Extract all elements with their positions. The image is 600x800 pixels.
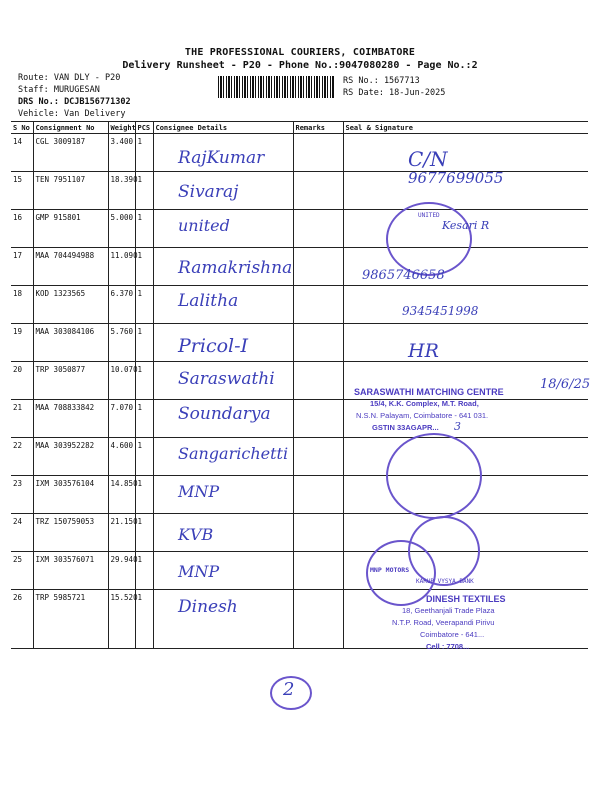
row-remarks-cell — [293, 286, 343, 324]
row-consignee-cell — [153, 362, 293, 400]
row-weight: 11.090 — [108, 248, 135, 286]
table-row — [11, 172, 588, 210]
consignee-handwriting: Saraswathi — [178, 369, 275, 389]
row-consignee-cell — [153, 400, 293, 438]
row-consignee-cell — [153, 324, 293, 362]
table-row — [11, 476, 588, 514]
table-header-row — [11, 122, 588, 134]
consignee-handwriting: Pricol-I — [178, 335, 249, 357]
consignee-handwriting: Ramakrishna — [178, 258, 293, 278]
seal-handwriting: C/N — [408, 147, 448, 171]
consignee-handwriting: Soundarya — [178, 404, 271, 424]
dinesh-stamp-addr2: N.T.P. Road, Veerapandi Pirivu — [392, 618, 495, 627]
row-weight: 14.850 — [108, 476, 135, 514]
row-weight: 21.150 — [108, 514, 135, 552]
table-row — [11, 514, 588, 552]
consignee-handwriting: Sivaraj — [178, 182, 239, 202]
row-consignee-cell — [153, 552, 293, 590]
united-stamp-text: UNITED — [418, 212, 440, 219]
table-row — [11, 362, 588, 400]
row-remarks-cell — [293, 134, 343, 172]
drs-number: DCJB156771302 — [64, 97, 131, 107]
karur-vysya-text: KARUR VYSYA BANK — [416, 578, 474, 585]
row-sno: 18 — [11, 286, 33, 324]
seal-handwriting: Kesari R — [442, 219, 490, 232]
row-sno: 20 — [11, 362, 33, 400]
col-header-sno: S No — [11, 122, 33, 134]
row-weight: 10.070 — [108, 362, 135, 400]
drs-line — [18, 97, 131, 107]
row-pcs: 1 — [135, 362, 153, 400]
row-weight: 15.520 — [108, 590, 135, 649]
row-remarks-cell — [293, 248, 343, 286]
row-sno: 25 — [11, 552, 33, 590]
row-seal-cell — [343, 324, 588, 362]
row-sno: 14 — [11, 134, 33, 172]
seal-handwriting: 9345451998 — [402, 304, 479, 318]
row-remarks-cell — [293, 210, 343, 248]
row-weight: 18.390 — [108, 172, 135, 210]
runsheet-table — [11, 121, 591, 649]
row-consignee-cell — [153, 248, 293, 286]
saraswathi-stamp-addr1: 15/4, K.K. Complex, M.T. Road, — [370, 399, 479, 408]
seal-handwriting: HR — [408, 340, 439, 362]
page-mark-circle — [270, 676, 312, 710]
row-consignee-cell — [153, 210, 293, 248]
row-seal-cell — [343, 400, 588, 438]
mnp-motors-stamp — [366, 540, 436, 606]
row-consignee-cell — [153, 134, 293, 172]
dinesh-stamp-cell: Cell : 7708... — [426, 642, 470, 651]
row-remarks-cell — [293, 362, 343, 400]
row-consignee-cell — [153, 476, 293, 514]
row-consignment-no: TRP 3050877 — [33, 362, 108, 400]
row-seal-cell — [343, 134, 588, 172]
row-consignee-cell — [153, 172, 293, 210]
row-consignment-no: MAA 303952282 — [33, 438, 108, 476]
saraswathi-stamp-name: SARASWATHI MATCHING CENTRE — [354, 387, 504, 397]
seal-handwriting: 9677699055 — [408, 169, 504, 187]
mnp-motors-text: MNP MOTORS — [370, 566, 410, 574]
united-stamp — [386, 202, 472, 276]
row-remarks-cell — [293, 438, 343, 476]
row-sno: 24 — [11, 514, 33, 552]
row-sno: 21 — [11, 400, 33, 438]
row-pcs: 1 — [135, 324, 153, 362]
table-row — [11, 400, 588, 438]
consignee-handwriting: KVB — [178, 525, 214, 544]
dinesh-stamp-name: DINESH TEXTILES — [426, 594, 506, 604]
table-row — [11, 590, 588, 649]
row-consignee-cell — [153, 514, 293, 552]
col-header-consignment: Consignment No — [33, 122, 108, 134]
rs-number: RS No.: 1567713 — [343, 76, 420, 86]
row-consignment-no: TRP 5985721 — [33, 590, 108, 649]
row-consignment-no: KOD 1323565 — [33, 286, 108, 324]
row-weight: 5.000 — [108, 210, 135, 248]
row-weight: 7.070 — [108, 400, 135, 438]
kvb-stamp — [386, 433, 482, 519]
row-pcs: 1 — [135, 134, 153, 172]
consignee-handwriting: Sangarichetti — [178, 444, 289, 463]
dinesh-stamp-addr1: 18, Geethanjali Trade Plaza — [402, 606, 495, 615]
row-consignee-cell — [153, 438, 293, 476]
row-sno: 26 — [11, 590, 33, 649]
row-remarks-cell — [293, 590, 343, 649]
col-header-remarks: Remarks — [293, 122, 343, 134]
row-remarks-cell — [293, 324, 343, 362]
route-label: Route: VAN DLY - P20 — [18, 73, 121, 83]
row-sno: 17 — [11, 248, 33, 286]
row-sno: 19 — [11, 324, 33, 362]
seal-handwriting: 3 — [454, 420, 461, 433]
row-pcs: 1 — [135, 438, 153, 476]
row-pcs: 1 — [135, 590, 153, 649]
saraswathi-stamp-addr2: N.S.N. Palayam, Coimbatore - 641 031. — [356, 411, 489, 420]
table-row — [11, 286, 588, 324]
row-weight: 29.940 — [108, 552, 135, 590]
table-row — [11, 324, 588, 362]
row-pcs: 1 — [135, 286, 153, 324]
row-remarks-cell — [293, 172, 343, 210]
table-row — [11, 438, 588, 476]
vehicle-label: Vehicle: Van Delivery — [18, 109, 126, 119]
row-consignment-no: MAA 303084106 — [33, 324, 108, 362]
consignee-handwriting: MNP — [178, 562, 220, 581]
row-weight: 4.600 — [108, 438, 135, 476]
row-seal-cell — [343, 362, 591, 400]
row-weight: 3.400 — [108, 134, 135, 172]
row-remarks-cell — [293, 552, 343, 590]
table-row — [11, 134, 588, 172]
row-consignee-cell — [153, 286, 293, 324]
row-pcs: 1 — [135, 172, 153, 210]
row-remarks-cell — [293, 476, 343, 514]
row-pcs: 1 — [135, 400, 153, 438]
row-remarks-cell — [293, 514, 343, 552]
row-sno: 22 — [11, 438, 33, 476]
col-header-weight: Weight — [108, 122, 135, 134]
consignee-handwriting: united — [178, 216, 230, 235]
row-seal-cell — [343, 286, 588, 324]
row-consignee-cell — [153, 590, 293, 649]
row-consignment-no: MAA 708833842 — [33, 400, 108, 438]
consignee-handwriting: Dinesh — [178, 597, 238, 617]
row-pcs: 1 — [135, 514, 153, 552]
row-seal-cell — [343, 172, 588, 210]
drs-label: DRS No.: — [18, 97, 65, 107]
saraswathi-stamp-gstin: GSTIN 33AGAPR... — [372, 423, 439, 432]
table-row — [11, 248, 588, 286]
consignee-handwriting: MNP — [178, 482, 220, 501]
row-consignment-no: GMP 915801 — [33, 210, 108, 248]
runsheet-subtitle: Delivery Runsheet - P20 - Phone No.:9047080280 - Page No.:2 — [122, 60, 478, 71]
row-consignment-no: CGL 3009187 — [33, 134, 108, 172]
seal-handwriting: 18/6/25 — [540, 377, 591, 392]
seal-handwriting: 9865746658 — [362, 268, 445, 283]
row-consignment-no: IXM 303576071 — [33, 552, 108, 590]
company-title: THE PROFESSIONAL COURIERS, COIMBATORE — [184, 47, 416, 58]
row-sno: 16 — [11, 210, 33, 248]
row-pcs: 1 — [135, 552, 153, 590]
staff-label: Staff: MURUGESAN — [18, 85, 100, 95]
row-consignment-no: TEN 7951107 — [33, 172, 108, 210]
row-pcs: 1 — [135, 476, 153, 514]
table-row — [11, 552, 588, 590]
consignee-handwriting: Lalitha — [178, 291, 239, 311]
barcode — [218, 76, 334, 98]
row-remarks-cell — [293, 400, 343, 438]
col-header-seal: Seal & Signature — [343, 122, 588, 134]
page-mark: 2 — [283, 679, 295, 700]
row-consignment-no: TRZ 150759053 — [33, 514, 108, 552]
col-header-pcs: PCS — [135, 122, 153, 134]
row-pcs: 1 — [135, 248, 153, 286]
row-consignment-no: IXM 303576104 — [33, 476, 108, 514]
row-consignment-no: MAA 704494988 — [33, 248, 108, 286]
row-weight: 6.370 — [108, 286, 135, 324]
col-header-consignee: Consignee Details — [153, 122, 293, 134]
row-pcs: 1 — [135, 210, 153, 248]
row-weight: 5.760 — [108, 324, 135, 362]
dinesh-stamp-addr3: Coimbatore - 641... — [420, 630, 485, 639]
row-sno: 23 — [11, 476, 33, 514]
row-sno: 15 — [11, 172, 33, 210]
table-row — [11, 210, 588, 248]
rs-date: RS Date: 18-Jun-2025 — [343, 88, 446, 98]
consignee-handwriting: RajKumar — [178, 148, 265, 168]
